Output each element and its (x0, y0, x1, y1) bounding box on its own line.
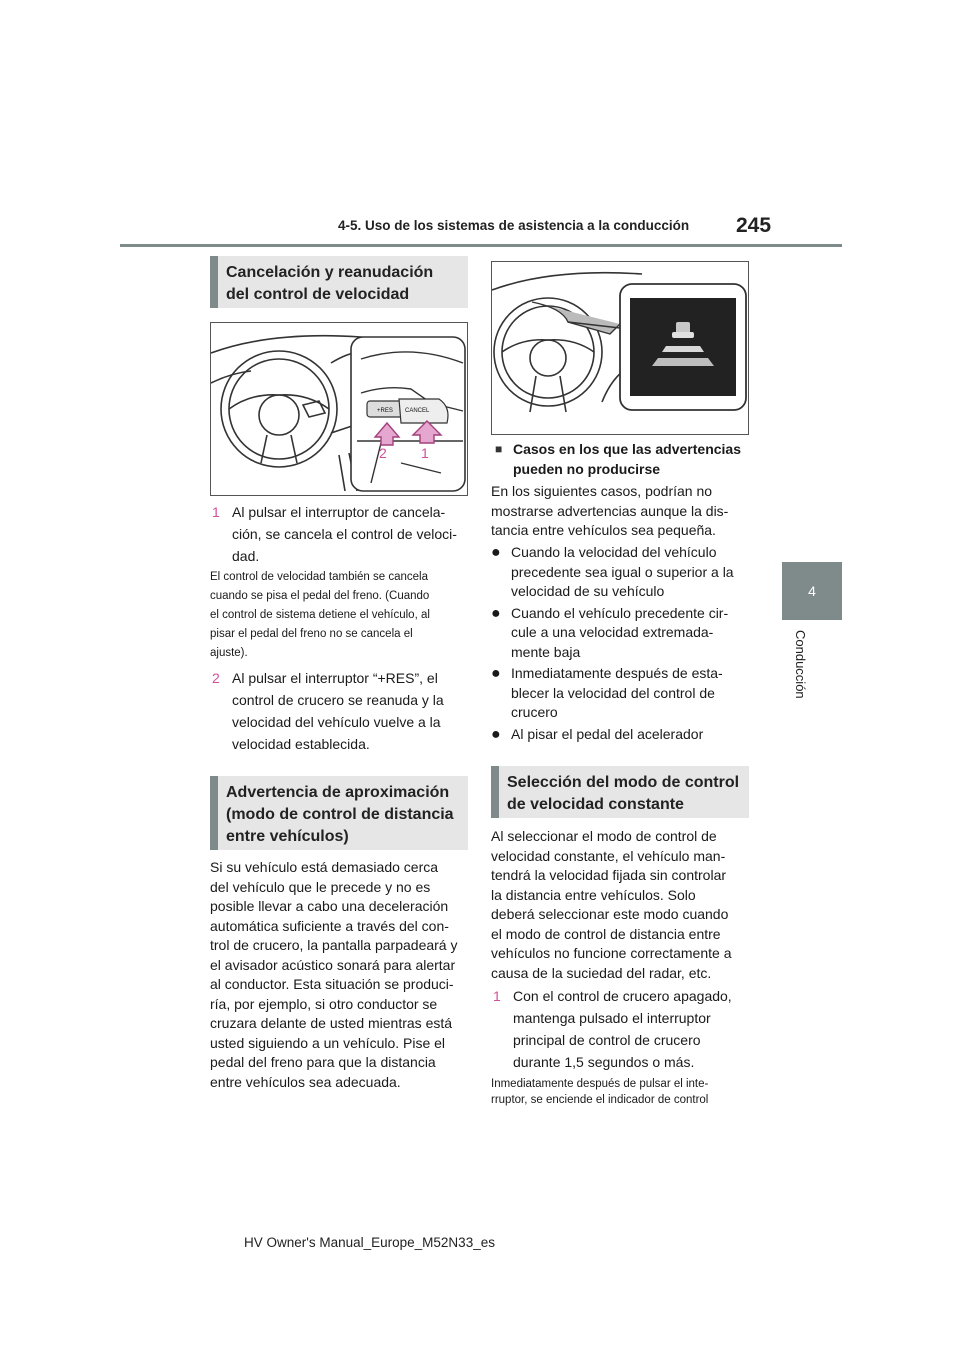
bullet-dot-icon: ● (491, 544, 501, 561)
note-brake-cancel (210, 568, 472, 663)
text-line: Cuando el vehículo precedente cir- (511, 604, 729, 621)
section-title-approach-warning: Advertencia de aproximación (modo de control de distancia entre vehículos) (210, 776, 468, 850)
dashboard-display-illustration (492, 262, 748, 434)
running-header: 4-5. Uso de los sistemas de asistencia a la conducción (338, 218, 690, 233)
text-line: entre vehículos sea adecuada. (210, 1073, 401, 1090)
text-line: precedente sea igual o superior a la (511, 563, 734, 580)
text-line: crucero (511, 704, 558, 720)
chapter-label: Conducción (793, 630, 808, 699)
text-line: control de crucero se reanuda y la (232, 692, 444, 708)
text-line: principal de control de crucero (513, 1032, 701, 1048)
text-line: la distancia entre vehículos. Solo (491, 886, 696, 903)
text-line: trol de crucero, la pantalla parpadeará y (210, 937, 458, 953)
text-line: ría, por ejemplo, si otro conductor se (210, 995, 438, 1012)
footer-manual-id: HV Owner's Manual_Europe_M52N33_es (244, 1235, 495, 1250)
text-line: Inmediatamente después de pulsar el inte- (491, 1078, 709, 1090)
page-number: 245 (736, 214, 772, 237)
text-line: velocidad establecida. (232, 736, 370, 752)
text-line: mostrarse advertencias aunque la dis- (491, 502, 729, 519)
bullet-dot-icon: ● (491, 604, 501, 622)
step-2-resume (212, 667, 470, 755)
text-line: posible llevar a cabo una deceleración (210, 898, 449, 914)
step-1-cancel (212, 501, 470, 567)
text-line: el modo de control de distancia entre (491, 925, 721, 942)
bullet-list (491, 543, 757, 744)
text-line: el control de sistema detiene el vehículo, al (210, 609, 430, 621)
subhead-no-warnings (495, 440, 757, 479)
text-line: cruzara delante de usted mientras está (210, 1015, 453, 1031)
text-line: del vehículo que le precede y no es (210, 878, 431, 895)
text-line: blecer la velocidad del control de (511, 684, 715, 701)
list-item (491, 604, 757, 663)
callout-2: 2 (379, 445, 387, 461)
text-line: deberá seleccionar este modo cuando (491, 906, 729, 922)
paragraph-approach-warning (210, 858, 472, 1092)
figure-steering-switches (210, 322, 468, 496)
text-line: dad. (232, 548, 260, 564)
text-line: Si su vehículo está demasiado cerca (210, 859, 439, 875)
text-line: usted siguiendo a un vehículo. Pise el (210, 1034, 446, 1051)
header-rule (120, 244, 842, 247)
text-line: Al pulsar el interruptor de cancela- (232, 504, 446, 520)
text-line: tendrá la velocidad fijada sin controlar (491, 867, 727, 883)
chapter-tab: 4 (782, 562, 842, 620)
text-line: velocidad del vehículo vuelve a la (232, 714, 441, 730)
text-line: causa de la suciedad del radar, etc. (491, 964, 712, 981)
text-line: cuando se pisa el pedal del freno. (Cuando (210, 590, 430, 602)
text-line: Casos en los que las advertencias (513, 441, 741, 457)
bullet-dot-icon: ● (491, 725, 501, 743)
note-indicator (491, 1076, 757, 1108)
text-line: Al pulsar el interruptor “+RES”, el (232, 670, 438, 686)
text-line: En los siguientes casos, podrían no (491, 483, 713, 499)
list-item (491, 543, 757, 602)
step-number: 1 (212, 504, 220, 520)
text-line: Inmediatamente después de esta- (511, 665, 723, 681)
bullet-dot-icon: ● (491, 665, 501, 682)
list-item (491, 664, 757, 723)
text-line: durante 1,5 segundos o más. (513, 1054, 695, 1070)
text-line: mente baja (511, 643, 581, 660)
text-line: automática suficiente a través del con- (210, 917, 449, 934)
steering-wheel-illustration (211, 323, 467, 495)
text-line: ajuste). (210, 647, 248, 659)
section-title-cancel-resume: Cancelación y reanudación del control de velocidad (210, 256, 468, 308)
res-switch-label: +RES (377, 408, 393, 414)
text-line: pueden no producirse (513, 460, 661, 477)
text-line: Al pisar el pedal del acelerador (511, 725, 704, 742)
text-line: ción, se cancela el control de veloci- (232, 526, 457, 542)
text-line: pedal del freno para que la distancia (210, 1054, 436, 1070)
text-line: Con el control de crucero apagado, (513, 988, 732, 1004)
text-line: velocidad de su vehículo (511, 583, 665, 599)
text-line: cule a una velocidad extremada- (511, 624, 714, 640)
intro-paragraph (491, 482, 755, 541)
text-line: tancia entre vehículos sea pequeña. (491, 522, 716, 538)
text-line: al conductor. Esta situación se produci- (210, 976, 454, 992)
callout-1: 1 (421, 445, 429, 461)
text-line: Al seleccionar el modo de control de (491, 828, 717, 844)
text-line: el avisador acústico sonará para alertar (210, 956, 456, 973)
text-line: El control de velocidad también se cancela (210, 571, 428, 583)
text-line: mantenga pulsado el interruptor (513, 1010, 711, 1026)
text-line: vehículos no funcione correctamente a (491, 945, 732, 961)
text-line: rruptor, se enciende el indicador de control (491, 1094, 709, 1106)
step-number: 1 (493, 988, 501, 1004)
step-1-constant-speed (493, 985, 757, 1073)
step-number: 2 (212, 670, 220, 686)
figure-display-warning (491, 261, 749, 435)
text-line: pisar el pedal del freno no se cancela el (210, 628, 413, 640)
list-item (491, 725, 757, 745)
section-title-constant-speed: Selección del modo de control de velocidad constante (491, 766, 749, 818)
text-line: Cuando la velocidad del vehículo (511, 544, 717, 560)
cancel-switch-label: CANCEL (405, 408, 430, 414)
square-bullet-icon: ■ (495, 442, 503, 456)
text-line: velocidad constante, el vehículo man- (491, 847, 726, 864)
paragraph-constant-speed (491, 827, 757, 983)
